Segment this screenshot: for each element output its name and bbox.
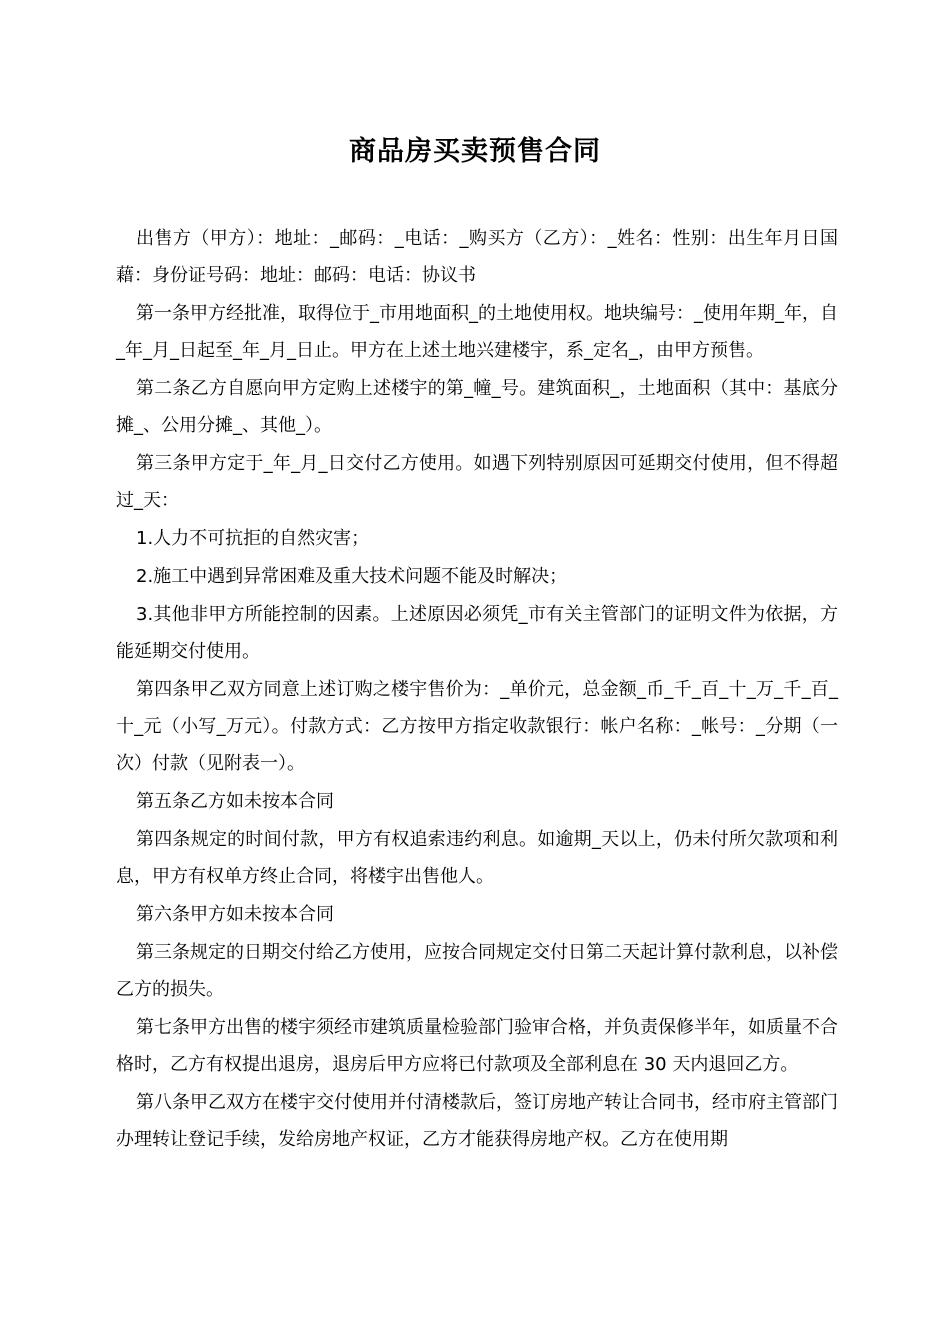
paragraph-article-6-heading: 第六条甲方如未按本合同	[136, 904, 334, 925]
contract-body	[116, 220, 838, 1159]
paragraph-article-1: 第一条甲方经批准，取得位于_市用地面积_的土地使用权。地块编号：_使用年期_年，自_年_月_日起至_年_月_日止。甲方在上述土地兴建楼宇，系_定名_，由甲方预售。	[116, 303, 838, 361]
document-title: 商品房买卖预售合同	[349, 136, 601, 167]
list-item-reason-3: 3.其他非甲方所能控制的因素。上述原因必须凭_市有关主管部门的证明文件为依据，方能延期交付使用。	[116, 604, 838, 662]
paragraph-article-6-body: 第三条规定的日期交付给乙方使用，应按合同规定交付日第二天起计算付款利息，以补偿乙方的损失。	[116, 942, 838, 1000]
list-item-reason-1: 1.人力不可抗拒的自然灾害；	[136, 528, 370, 549]
paragraph-article-5-heading: 第五条乙方如未按本合同	[136, 791, 334, 812]
paragraph-article-2: 第二条乙方自愿向甲方定购上述楼宇的第_幢_号。建筑面积_，土地面积（其中：基底分摊_、公用分摊_、其他_）。	[116, 378, 838, 436]
paragraph-article-8: 第八条甲乙双方在楼宇交付使用并付清楼款后，签订房地产转让合同书，经市府主管部门办理转让登记手续，发给房地产权证，乙方才能获得房地产权。乙方在使用期	[116, 1092, 838, 1150]
paragraph-article-7: 第七条甲方出售的楼宇须经市建筑质量检验部门验审合格，并负责保修半年，如质量不合格时，乙方有权提出退房，退房后甲方应将已付款项及全部利息在 30 天内退回乙方。	[116, 1017, 838, 1075]
paragraph-article-4: 第四条甲乙双方同意上述订购之楼宇售价为：_单价元，总金额_币_千_百_十_万_千_百_十_元（小写_万元）。付款方式：乙方按甲方指定收款银行：帐户名称：_帐号：_分期（一次）付款（见附表一）。	[116, 679, 838, 774]
paragraph-article-5-body: 第四条规定的时间付款，甲方有权追索违约利息。如逾期_天以上，仍未付所欠款项和利息，甲方有权单方终止合同，将楼宇出售他人。	[116, 829, 838, 887]
list-item-reason-2: 2.施工中遇到异常困难及重大技术问题不能及时解决；	[136, 566, 568, 587]
paragraph-article-3: 第三条甲方定于_年_月_日交付乙方使用。如遇下列特别原因可延期交付使用，但不得超过_天：	[116, 453, 838, 511]
paragraph-parties: 出售方（甲方）：地址：_邮码：_电话：_购买方（乙方）：_姓名：性别：出生年月日国藉：身份证号码：地址：邮码：电话：协议书	[116, 228, 838, 286]
